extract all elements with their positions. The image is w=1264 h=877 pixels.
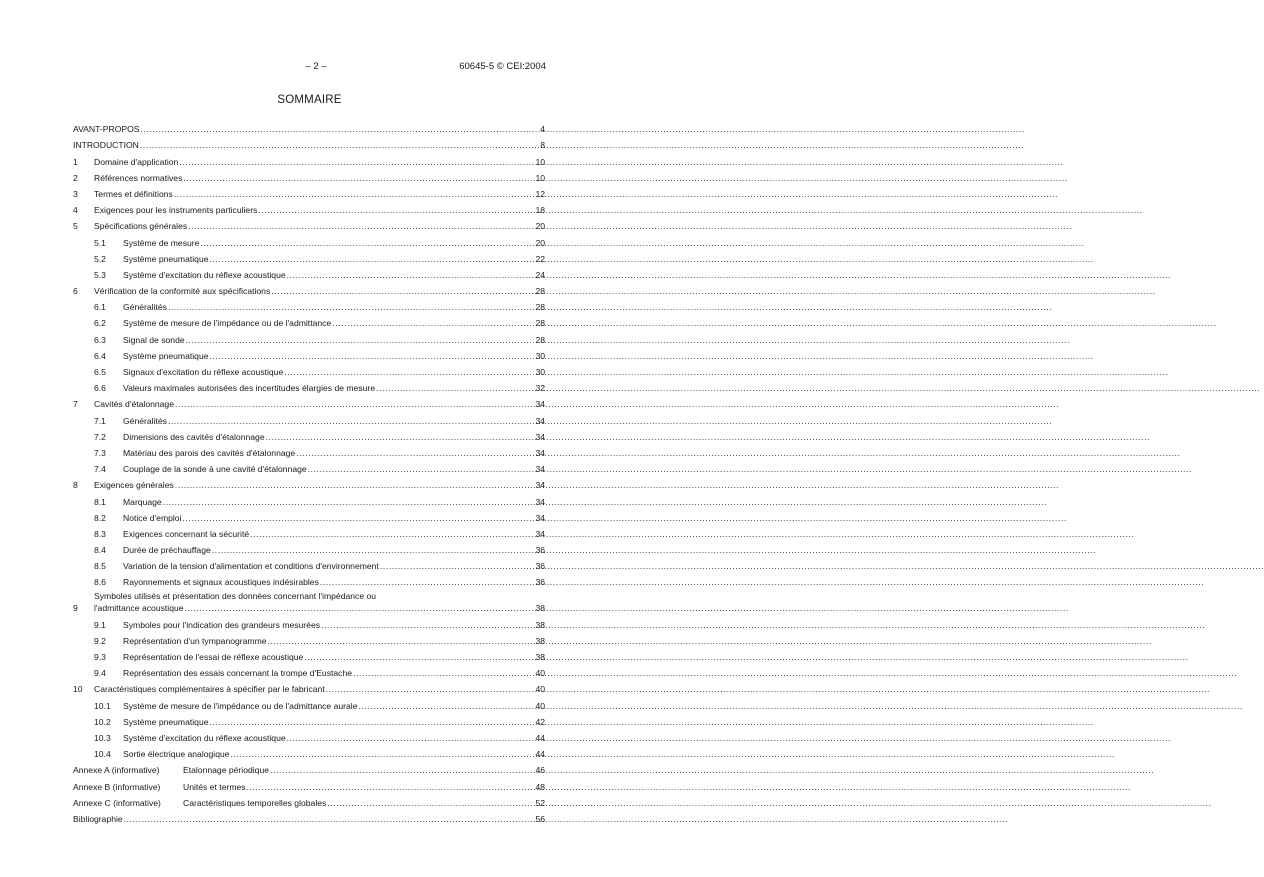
toc-dot-leader <box>183 173 534 183</box>
toc-entry-title: Couplage de la sonde à une cavité d'étalonnage <box>123 464 307 475</box>
toc-entry-page: 44 <box>535 732 545 743</box>
toc-entry-number: 10 <box>73 684 83 695</box>
toc-entry-page: 40 <box>535 668 545 679</box>
toc-entry-page: 28 <box>535 318 545 329</box>
toc-entry-title: Représentation d'un tympanogramme <box>123 635 267 646</box>
toc-entry-title: Variation de la tension d'alimentation et conditions d'environnement <box>123 561 379 572</box>
toc-entry <box>73 134 545 150</box>
toc-entry-number: 5 <box>73 221 78 232</box>
toc-entry <box>73 678 545 694</box>
toc-entry-page: 36 <box>535 577 545 588</box>
toc-dot-leader <box>308 464 535 474</box>
toc-entry-title: Signal de sonde <box>123 334 185 345</box>
toc-entry-title: Rayonnements et signaux acoustiques indésirables <box>123 577 319 588</box>
toc-entry-title: Spécifications générales <box>94 221 188 232</box>
toc-entry <box>73 183 545 199</box>
toc-entry-number: 9.4 <box>94 668 106 679</box>
table-of-contents <box>73 118 545 824</box>
toc-dot-leader <box>210 717 535 727</box>
toc-entry-title: Généralités <box>123 415 167 426</box>
toc-entry-page: 38 <box>535 619 545 630</box>
toc-entry-number: Annexe C (informative) <box>73 797 161 808</box>
toc-entry-title: Bibliographie <box>73 813 123 824</box>
toc-entry <box>73 523 545 539</box>
toc-entry <box>73 646 545 662</box>
toc-entry <box>73 775 545 791</box>
toc-entry-title: Représentation de l'essai de réflexe acoustique <box>123 652 304 662</box>
toc-entry-number: 8 <box>73 480 78 491</box>
toc-entry-page: 28 <box>535 286 545 297</box>
toc-title: SOMMAIRE <box>277 94 342 106</box>
toc-entry-page: 10 <box>535 172 545 183</box>
toc-entry <box>73 555 545 571</box>
standard-reference: 60645-5 © CEI:2004 <box>459 61 546 72</box>
toc-entry-page: 30 <box>535 350 545 361</box>
toc-entry-number: 6 <box>73 286 78 297</box>
toc-entry-page: 28 <box>535 334 545 345</box>
toc-dot-leader <box>210 351 535 361</box>
toc-entry <box>73 377 545 393</box>
toc-entry-number: 6.3 <box>94 334 106 345</box>
toc-entry-title: INTRODUCTION <box>73 140 139 151</box>
toc-entry-number: 1 <box>73 156 78 167</box>
toc-entry <box>73 248 545 264</box>
toc-entry-page: 8 <box>540 140 545 151</box>
toc-dot-leader <box>327 798 534 808</box>
toc-dot-leader <box>284 367 534 377</box>
toc-dot-leader <box>174 189 535 199</box>
toc-dot-leader <box>258 205 534 215</box>
toc-entry-number: 9.2 <box>94 635 106 646</box>
toc-entry <box>73 630 545 646</box>
toc-entry-number: 8.3 <box>94 528 106 539</box>
toc-entry-page: 18 <box>535 205 545 216</box>
toc-dot-leader <box>163 497 535 507</box>
toc-entry-title: Caractéristiques complémentaires à spécifier par le fabricant <box>94 684 325 695</box>
toc-entry-number: 10.2 <box>94 716 111 727</box>
toc-entry-number: 7.2 <box>94 431 106 442</box>
toc-entry-title: Sortie électrique analogique <box>123 749 230 760</box>
toc-entry-number: 10.3 <box>94 732 111 743</box>
toc-entry-title: Matériau des parois des cavités d'étalonnage <box>123 447 296 458</box>
toc-entry-number: 10.1 <box>94 700 111 711</box>
toc-entry-page: 42 <box>535 716 545 727</box>
toc-entry <box>73 426 545 442</box>
toc-dot-leader <box>332 318 534 328</box>
toc-dot-leader <box>175 480 535 490</box>
toc-dot-leader <box>179 157 534 167</box>
toc-entry-title: Cavités d'étalonnage <box>94 399 174 410</box>
toc-entry-title: Caractéristiques temporelles globales <box>183 797 327 808</box>
toc-entry <box>73 694 545 710</box>
toc-entry-number: 8.4 <box>94 545 106 556</box>
toc-entry-number: Annexe B (informative) <box>73 781 161 792</box>
toc-entry-page: 12 <box>535 188 545 199</box>
toc-entry-title: Exigences concernant la sécurité <box>123 528 250 539</box>
toc-dot-leader <box>141 124 540 134</box>
toc-entry <box>73 345 545 361</box>
toc-entry-page: 28 <box>535 302 545 313</box>
toc-entry-title: Système d'excitation du réflexe acoustique <box>123 732 286 743</box>
toc-entry-title: Symboles pour l'indication des grandeurs mesurées <box>123 619 321 630</box>
toc-dot-leader <box>304 652 534 662</box>
toc-entry-title: Système d'excitation du réflexe acoustique <box>123 269 286 280</box>
toc-entry-title: Notice d'emploi <box>123 512 182 523</box>
toc-entry <box>73 490 545 506</box>
toc-entry-title: Valeurs maximales autorisées des incertitudes élargies de mesure <box>123 383 376 394</box>
toc-dot-leader <box>353 668 534 678</box>
toc-dot-leader <box>168 416 534 426</box>
toc-entry-number: 3 <box>73 188 78 199</box>
toc-entry-title: Système de mesure de l'impédance ou de l'admittance aurale <box>123 700 358 711</box>
toc-entry-page: 22 <box>535 253 545 264</box>
toc-entry-title: Termes et définitions <box>94 188 173 199</box>
toc-dot-leader <box>185 603 535 613</box>
toc-dot-leader <box>140 140 539 150</box>
toc-entry-number: 2 <box>73 172 78 183</box>
toc-entry-number: 6.1 <box>94 302 106 313</box>
toc-entry-page: 44 <box>535 749 545 760</box>
toc-entry <box>73 231 545 247</box>
toc-dot-leader <box>182 513 534 523</box>
toc-entry <box>73 393 545 409</box>
toc-entry-number: 10.4 <box>94 749 111 760</box>
toc-entry-title: Domaine d'application <box>94 156 179 167</box>
toc-entry <box>73 792 545 808</box>
toc-entry-number: 9.3 <box>94 652 106 662</box>
toc-entry <box>73 409 545 425</box>
toc-dot-leader <box>287 733 535 743</box>
toc-entry-page: 40 <box>535 684 545 695</box>
toc-entry-number: 6.5 <box>94 367 106 377</box>
toc-entry <box>73 312 545 328</box>
toc-entry-number: 4 <box>73 205 78 216</box>
toc-entry-page: 40 <box>535 700 545 711</box>
toc-entry <box>73 808 545 824</box>
toc-entry-page: 36 <box>535 561 545 572</box>
toc-entry <box>73 662 545 678</box>
toc-entry <box>73 199 545 215</box>
toc-entry <box>73 118 545 134</box>
toc-entry <box>73 361 545 377</box>
toc-entry-number: 6.4 <box>94 350 106 361</box>
toc-entry-number: 6.6 <box>94 383 106 394</box>
toc-entry <box>73 759 545 775</box>
toc-dot-leader <box>270 765 534 775</box>
toc-dot-leader <box>296 448 534 458</box>
toc-entry <box>73 507 545 523</box>
toc-entry-number: 9.1 <box>94 619 106 630</box>
toc-dot-leader <box>287 270 535 280</box>
toc-entry-page: 34 <box>535 399 545 410</box>
toc-entry <box>73 296 545 312</box>
toc-entry <box>73 587 545 613</box>
toc-entry-number: 8.2 <box>94 512 106 523</box>
toc-entry-page: 32 <box>535 383 545 394</box>
toc-entry <box>73 474 545 490</box>
toc-entry <box>73 458 545 474</box>
toc-dot-leader <box>320 577 535 587</box>
toc-entry-number: 9 <box>73 603 78 614</box>
toc-dot-leader <box>326 684 535 694</box>
toc-entry <box>73 264 545 280</box>
toc-entry-number: 7.1 <box>94 415 106 426</box>
toc-entry-page: 48 <box>535 781 545 792</box>
toc-entry-page: 20 <box>535 221 545 232</box>
toc-entry <box>73 280 545 296</box>
toc-dot-leader <box>124 814 535 824</box>
toc-dot-leader <box>212 545 535 555</box>
toc-entry-title: Unités et termes <box>183 781 246 792</box>
toc-entry-page: 38 <box>535 603 545 614</box>
toc-entry <box>73 328 545 344</box>
toc-entry-page: 34 <box>535 431 545 442</box>
toc-entry-page: 34 <box>535 447 545 458</box>
toc-entry-title: Généralités <box>123 302 167 313</box>
toc-dot-leader <box>376 383 534 393</box>
toc-dot-leader <box>175 399 534 409</box>
toc-entry <box>73 442 545 458</box>
toc-entry-number: 7.4 <box>94 464 106 475</box>
toc-entry-number: Annexe A (informative) <box>73 765 160 776</box>
toc-entry-title: Signaux d'excitation du réflexe acoustique <box>123 367 284 377</box>
toc-entry-title: Vérification de la conformité aux spécifications <box>94 286 271 297</box>
toc-dot-leader <box>186 335 535 345</box>
toc-entry-title: Exigences générales <box>94 480 174 491</box>
toc-entry-title: Symboles utilisés et présentation des données concernant l'impédance ou <box>94 591 377 602</box>
toc-entry-number: 8.5 <box>94 561 106 572</box>
toc-entry-number: 8.1 <box>94 496 106 507</box>
toc-entry-page: 10 <box>535 156 545 167</box>
page-number: – 2 – <box>305 61 327 72</box>
toc-entry <box>73 727 545 743</box>
toc-entry <box>73 711 545 727</box>
toc-entry-number: 7.3 <box>94 447 106 458</box>
toc-entry-title: Système de mesure <box>123 237 200 248</box>
toc-entry <box>73 167 545 183</box>
toc-entry-number: 8.6 <box>94 577 106 588</box>
toc-entry-number: 6.2 <box>94 318 106 329</box>
toc-entry-title: Références normatives <box>94 172 183 183</box>
toc-entry-page: 34 <box>535 496 545 507</box>
toc-dot-leader <box>380 561 535 571</box>
toc-entry-page: 56 <box>535 813 545 824</box>
toc-entry-title: Représentation des essais concernant la trompe d'Eustache <box>123 668 353 679</box>
toc-entry-title: Dimensions des cavités d'étalonnage <box>123 431 265 442</box>
toc-dot-leader <box>250 529 534 539</box>
toc-entry-page: 34 <box>535 512 545 523</box>
toc-dot-leader <box>188 221 534 231</box>
toc-entry-page: 34 <box>535 464 545 475</box>
toc-dot-leader <box>266 432 535 442</box>
toc-entry-title-block <box>94 591 545 613</box>
toc-entry-title: Etalonnage périodique <box>183 765 270 776</box>
toc-entry-page: 30 <box>535 367 545 377</box>
toc-entry-page: 34 <box>535 415 545 426</box>
toc-dot-leader <box>168 302 534 312</box>
toc-entry-title: Système pneumatique <box>123 350 209 361</box>
toc-entry <box>73 215 545 231</box>
toc-entry-title: Exigences pour les instruments particuliers <box>94 205 258 216</box>
toc-entry-title-continued: l'admittance acoustique <box>94 603 184 614</box>
toc-dot-leader <box>231 749 535 759</box>
toc-entry-second-line <box>94 603 545 613</box>
toc-entry-number: 7 <box>73 399 78 410</box>
toc-entry-page: 46 <box>535 765 545 776</box>
toc-dot-leader <box>321 620 534 630</box>
toc-entry-page: 24 <box>535 269 545 280</box>
toc-entry-title: Système pneumatique <box>123 253 209 264</box>
toc-entry-page: 34 <box>535 528 545 539</box>
toc-entry <box>73 743 545 759</box>
toc-entry-page: 36 <box>535 545 545 556</box>
toc-entry <box>73 613 545 629</box>
toc-entry <box>73 150 545 166</box>
toc-dot-leader <box>210 254 535 264</box>
toc-entry-title: Système de mesure de l'impédance ou de l'admittance <box>123 318 332 329</box>
toc-entry-number: 5.3 <box>94 269 106 280</box>
toc-entry-page: 52 <box>535 797 545 808</box>
toc-dot-leader <box>268 636 535 646</box>
toc-entry-title: Système pneumatique <box>123 716 209 727</box>
toc-dot-leader <box>271 286 534 296</box>
toc-entry <box>73 571 545 587</box>
toc-dot-leader <box>359 701 535 711</box>
toc-entry-page: 34 <box>535 480 545 491</box>
toc-dot-leader <box>247 782 535 792</box>
toc-entry-number: 5.2 <box>94 253 106 264</box>
toc-entry-page: 20 <box>535 237 545 248</box>
toc-entry-number: 5.1 <box>94 237 106 248</box>
toc-entry-title: AVANT-PROPOS <box>73 124 140 135</box>
toc-entry-page: 38 <box>535 652 545 662</box>
toc-dot-leader <box>200 238 534 248</box>
toc-entry <box>73 539 545 555</box>
toc-entry-page: 38 <box>535 635 545 646</box>
toc-entry-title: Durée de préchauffage <box>123 545 211 556</box>
toc-entry-title: Marquage <box>123 496 162 507</box>
toc-entry-page: 4 <box>540 124 545 135</box>
